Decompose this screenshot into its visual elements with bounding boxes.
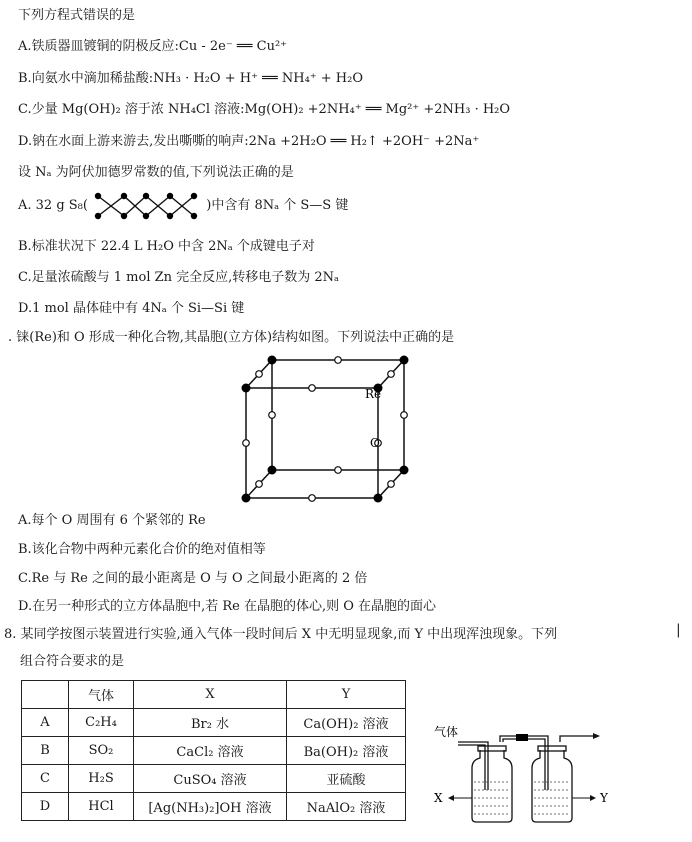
q1-stem: 下列方程式错误的是	[18, 8, 136, 23]
table-row	[22, 737, 406, 765]
table-cell: Ca(OH)₂ 溶液	[287, 709, 406, 737]
q3-option-a-label: A.	[18, 513, 32, 528]
q3-option-b-text: 该化合物中两种元素化合价的绝对值相等	[31, 542, 266, 557]
table-row	[22, 765, 406, 793]
q1-option-d-label: D.	[18, 134, 33, 149]
q3-option-c	[18, 570, 367, 588]
q3-option-d-text: 在另一种形式的立方体晶胞中,若 Re 在晶胞的体心,则 O 在晶胞的面心	[32, 599, 437, 614]
q3-option-c-text: Re 与 Re 之间的最小距离是 O 与 O 之间最小距离的 2 倍	[31, 571, 368, 586]
table-header-row	[22, 681, 406, 709]
gas-washing-apparatus	[428, 720, 618, 830]
table-cell: A	[22, 709, 69, 737]
q2-option-c-text: 足量浓硫酸与 1 mol Zn 完全反应,转移电子数为 2Nₐ	[31, 270, 340, 285]
q2-option-c-label: C.	[18, 270, 32, 285]
q1-option-a-text: 铁质器皿镀铜的阴极反应:Cu - 2e⁻ ══ Cu²⁺	[31, 39, 288, 54]
table-cell: Ba(OH)₂ 溶液	[287, 737, 406, 765]
q8-stem-text-1: 某同学按图示装置进行实验,通入气体一段时间后 X 中无明显现象,而 Y 中出现浑浊现象。下列	[20, 627, 558, 642]
q2-option-d-label: D.	[18, 301, 33, 316]
q2-option-a-suffix: )中含有 8Nₐ 个 S—S 键	[206, 198, 349, 213]
table-header-cell: X	[134, 681, 287, 709]
q3-option-b	[18, 541, 266, 559]
q1-option-b-text: 向氨水中滴加稀盐酸:NH₃ · H₂O + H⁺ ══ NH₄⁺ + H₂O	[31, 71, 364, 86]
crystal-cell-diagram	[230, 350, 430, 510]
q1-option-c-text: 少量 Mg(OH)₂ 溶于浓 NH₄Cl 溶液:Mg(OH)₂ +2NH₄⁺ ══ Mg²⁺ +2NH₃ · H₂O	[31, 102, 511, 117]
q8-stem-line-2: 组合符合要求的是	[20, 654, 125, 669]
q2-option-b-label: B.	[18, 239, 32, 254]
table-cell: CuSO₄ 溶液	[134, 765, 287, 793]
q2-option-b	[18, 238, 315, 256]
table-row	[22, 793, 406, 821]
table-cell: NaAlO₂ 溶液	[287, 793, 406, 821]
y-label: Y	[600, 791, 608, 805]
q2-option-d	[18, 300, 244, 318]
margin-mark: |	[676, 622, 681, 638]
table-cell: C	[22, 765, 69, 793]
q1-option-d	[18, 133, 479, 151]
table-row	[22, 709, 406, 737]
q2-stem: 设 Nₐ 为阿伏加德罗常数的值,下列说法正确的是	[18, 165, 294, 180]
table-cell: 亚硫酸	[287, 765, 406, 793]
q1-option-b	[18, 70, 363, 88]
q1-option-b-label: B.	[18, 71, 32, 86]
o-atoms	[243, 357, 408, 502]
re-label: Re	[365, 387, 382, 401]
q2-option-d-text: 1 mol 晶体硅中有 4Nₐ 个 Si—Si 键	[32, 301, 245, 316]
q2-option-a-prefix: A. 32 g S₈(	[18, 198, 88, 213]
q1-option-d-text: 钠在水面上游来游去,发出嘶嘶的响声:2Na +2H₂O ══ H₂↑ +2OH⁻ +2Na⁺	[32, 134, 480, 149]
table-cell: [Ag(NH₃)₂]OH 溶液	[134, 793, 287, 821]
table-header-cell: 气体	[69, 681, 134, 709]
q8-number: 8.	[4, 627, 17, 642]
reagent-table	[21, 680, 406, 821]
q1-option-c-label: C.	[18, 102, 32, 117]
s8-molecule-diagram	[94, 190, 200, 222]
q3-option-b-label: B.	[18, 542, 32, 557]
table-header-cell	[22, 681, 69, 709]
o-label: O	[370, 436, 380, 450]
q1-option-a-label: A.	[18, 39, 32, 54]
q3-option-a	[18, 512, 206, 530]
q3-stem: . 铼(Re)和 O 形成一种化合物,其晶胞(立方体)结构如图。下列说法中正确的是	[8, 330, 455, 345]
q3-option-d	[18, 598, 436, 616]
x-label: X	[434, 791, 443, 805]
table-cell: B	[22, 737, 69, 765]
q1-option-c	[18, 101, 510, 119]
table-cell: SO₂	[69, 737, 134, 765]
q3-option-c-label: C.	[18, 571, 32, 586]
table-header-cell: Y	[287, 681, 406, 709]
table-cell: C₂H₄	[69, 709, 134, 737]
table-cell: D	[22, 793, 69, 821]
q2-option-a	[18, 197, 348, 215]
table-cell: CaCl₂ 溶液	[134, 737, 287, 765]
q1-option-a	[18, 38, 287, 56]
q3-option-d-label: D.	[18, 599, 33, 614]
q3-option-a-text: 每个 O 周围有 6 个紧邻的 Re	[31, 513, 206, 528]
table-cell: HCl	[69, 793, 134, 821]
table-cell: H₂S	[69, 765, 134, 793]
q8-stem-line-1	[4, 626, 557, 644]
q2-option-b-text: 标准状况下 22.4 L H₂O 中含 2Nₐ 个成键电子对	[31, 239, 315, 254]
gas-label: 气体	[434, 725, 459, 739]
q2-option-c	[18, 269, 339, 287]
re-atoms	[242, 356, 409, 503]
table-cell: Br₂ 水	[134, 709, 287, 737]
